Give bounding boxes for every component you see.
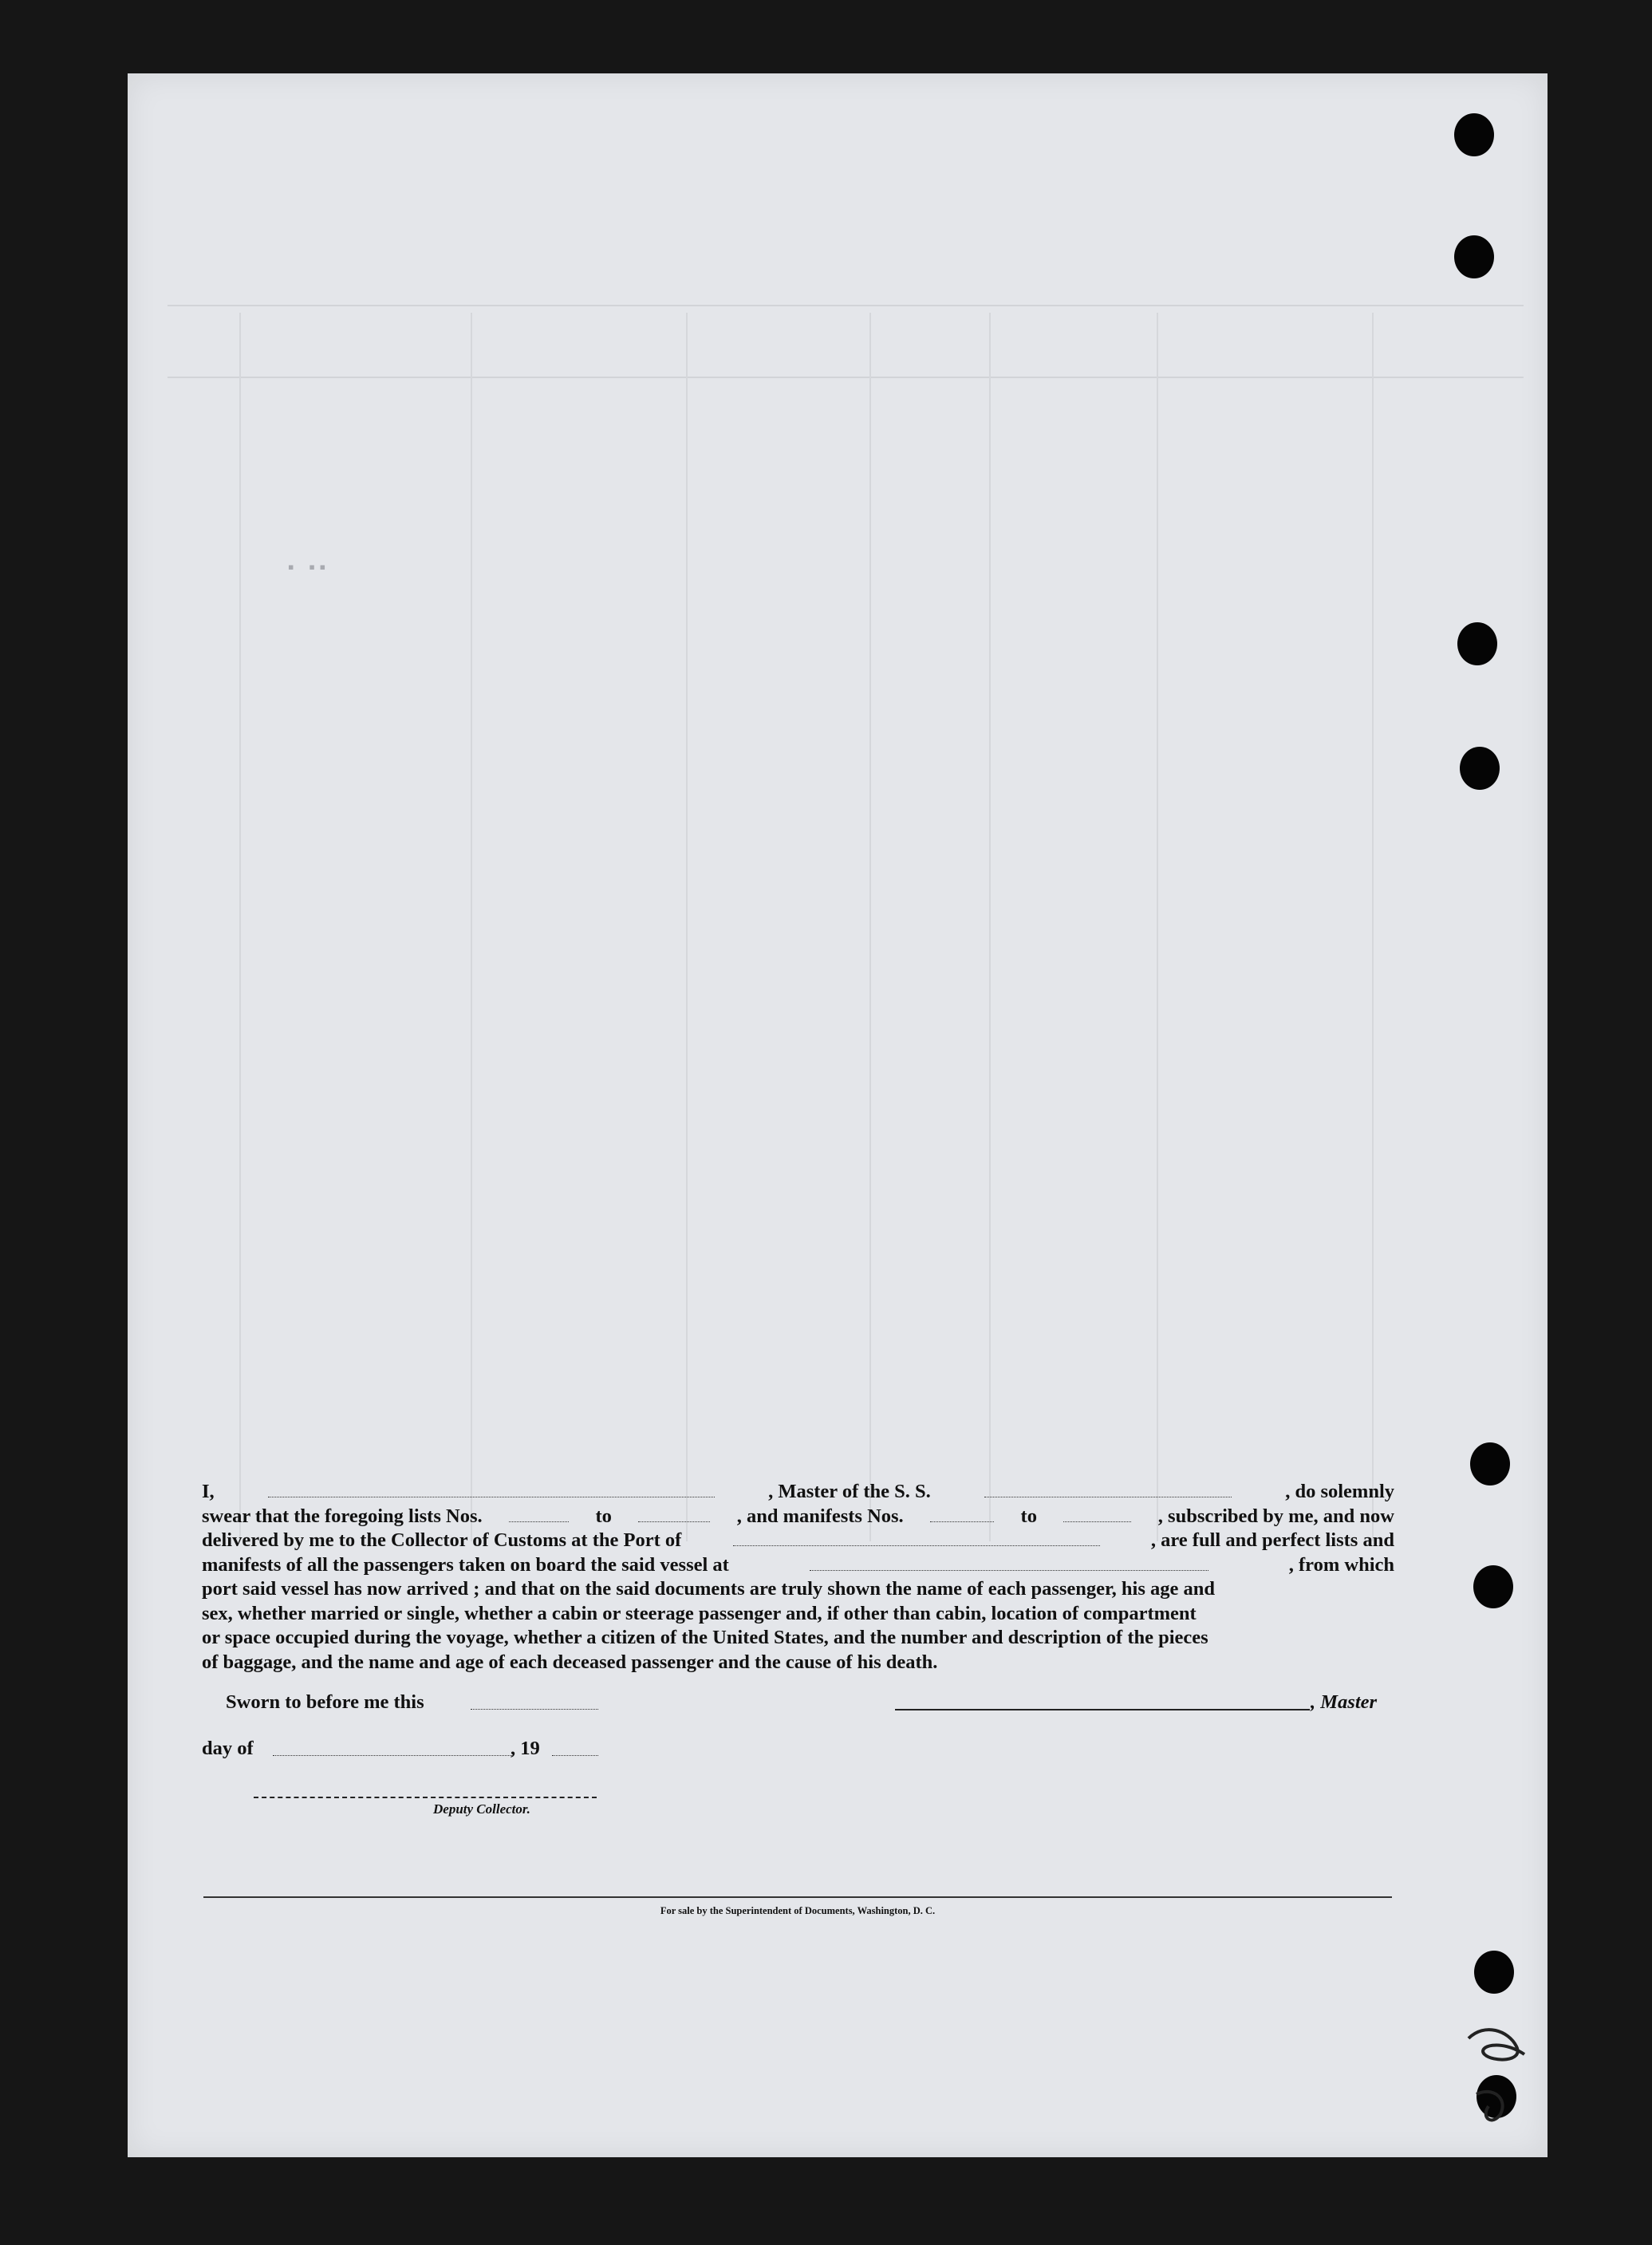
oath-manifests-nos: , and manifests Nos. — [736, 1505, 904, 1527]
oath-lists-nos: swear that the foregoing lists Nos. — [202, 1505, 483, 1527]
manifest-no-to-blank — [1063, 1507, 1131, 1522]
deputy-signature-line — [254, 1797, 597, 1798]
day-of-blank — [273, 1755, 512, 1756]
master-signature-line — [895, 1709, 1310, 1710]
oath-line-5: port said vessel has now arrived ; and that on the said documents are truly shown the name of each passenger, his age and — [202, 1578, 1216, 1600]
master-label: , Master — [1311, 1691, 1378, 1713]
footer-rule — [203, 1896, 1392, 1898]
sworn-date-blank — [471, 1709, 598, 1710]
punch-hole — [1460, 747, 1500, 790]
year-blank — [552, 1755, 598, 1756]
bleed-through-column — [869, 313, 871, 1541]
bleed-through-mark: ▪ ▪▪ — [286, 558, 328, 578]
oath-delivered: delivered by me to the Collector of Customs at the Port of — [202, 1529, 682, 1551]
deputy-collector-label: Deputy Collector. — [433, 1801, 530, 1817]
oath-line-8: of baggage, and the name and age of each deceased passenger and the cause of his death. — [202, 1651, 938, 1673]
bleed-through-rule — [168, 305, 1524, 306]
oath-to: to — [595, 1505, 612, 1527]
oath-line-7: or space occupied during the voyage, whether a citizen of the United States, and the number and description of the pieces — [202, 1627, 1208, 1648]
punch-hole — [1470, 1442, 1510, 1485]
oath-subscribed: , subscribed by me, and now — [1157, 1505, 1394, 1527]
oath-paragraph — [202, 1480, 1394, 1675]
ship-name-blank — [984, 1482, 1232, 1497]
bleed-through-rule — [168, 377, 1524, 378]
punch-hole — [1457, 622, 1497, 665]
master-name-blank — [268, 1482, 715, 1497]
oath-full-perfect: , are full and perfect lists and — [1150, 1529, 1394, 1551]
year-label: , 19 — [511, 1738, 540, 1759]
port-of-blank — [733, 1531, 1100, 1546]
day-of-label: day of — [202, 1738, 254, 1759]
handwritten-mark — [1461, 2022, 1532, 2134]
sworn-label: Sworn to before me this — [226, 1691, 424, 1713]
bleed-through-column — [1372, 313, 1374, 1541]
manifest-no-from-blank — [930, 1507, 994, 1522]
bleed-through-column — [686, 313, 688, 1541]
punch-hole — [1454, 113, 1494, 156]
punch-hole — [1454, 235, 1494, 278]
oath-manifests-all: manifests of all the passengers taken on board the said vessel at — [202, 1553, 729, 1576]
oath-to-b: to — [1020, 1505, 1037, 1527]
list-no-to-blank — [638, 1507, 710, 1522]
oath-master-of: , Master of the S. S. — [768, 1481, 931, 1502]
bleed-through-column — [239, 313, 241, 1541]
vessel-at-blank — [810, 1556, 1208, 1571]
punch-hole — [1473, 1565, 1513, 1608]
document-page — [128, 73, 1548, 2157]
sale-notice: For sale by the Superintendent of Documents, Washington, D. C. — [660, 1905, 936, 1916]
oath-do-solemnly: , do solemnly — [1285, 1481, 1394, 1502]
bleed-through-column — [989, 313, 991, 1541]
oath-line-6: sex, whether married or single, whether a cabin or steerage passenger and, if other than cabin, location of compartment — [202, 1602, 1197, 1624]
oath-from-which: , from which — [1288, 1553, 1394, 1576]
oath-i: I, — [202, 1481, 215, 1502]
punch-hole — [1474, 1951, 1514, 1994]
list-no-from-blank — [509, 1507, 569, 1522]
bleed-through-column — [471, 313, 472, 1541]
bleed-through-column — [1157, 313, 1158, 1541]
